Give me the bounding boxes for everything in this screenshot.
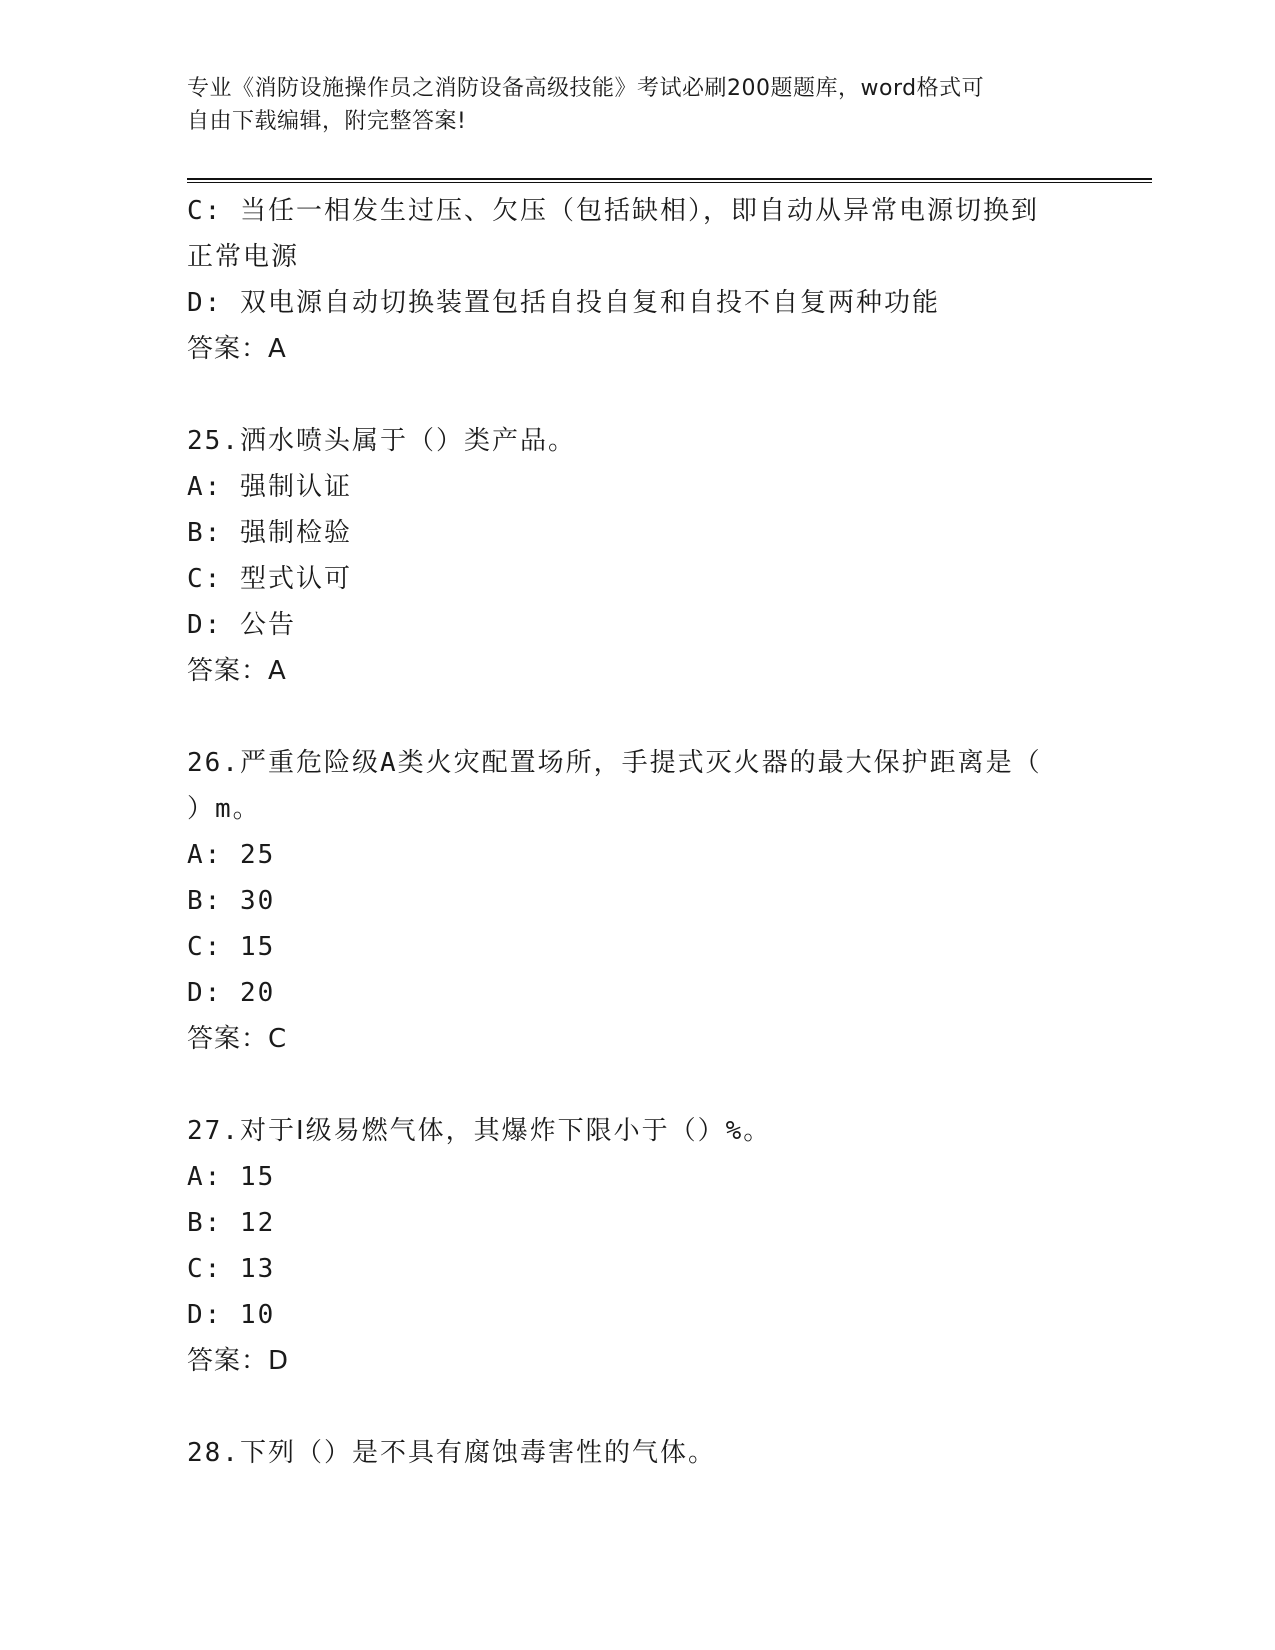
header-divider-thick <box>187 178 1152 180</box>
question-27-stem: 27.对于Ⅰ级易燃气体，其爆炸下限小于（）%。 <box>187 1116 772 1146</box>
answer-label: 答案：A <box>187 334 287 364</box>
question-27-option-d: D: 10 <box>187 1300 276 1330</box>
question-26-option-c: C: 15 <box>187 932 276 962</box>
question-27-option-a: A: 15 <box>187 1162 276 1192</box>
spacer <box>187 694 1087 740</box>
question-25-answer: 答案：A <box>187 656 287 686</box>
spacer <box>187 372 1087 418</box>
option-c-line-2: 正常电源 <box>187 242 300 272</box>
spacer <box>187 1384 1087 1430</box>
header-line-1: 专业《消防设施操作员之消防设备高级技能》考试必刷200题题库，word格式可 <box>187 76 985 101</box>
question-26-option-a: A: 25 <box>187 840 276 870</box>
question-27-option-b: B: 12 <box>187 1208 276 1238</box>
question-25-stem: 25.洒水喷头属于（）类产品。 <box>187 426 576 456</box>
question-25-option-b: B: 强制检验 <box>187 518 352 548</box>
question-28-stem: 28.下列（）是不具有腐蚀毒害性的气体。 <box>187 1438 716 1468</box>
question-26-answer: 答案：C <box>187 1024 288 1054</box>
question-26-stem-line-2: ）m。 <box>187 794 261 824</box>
header-divider-thin <box>187 182 1152 183</box>
question-26-stem-line-1: 26.严重危险级A类火灾配置场所，手提式灭火器的最大保护距离是（ <box>187 748 1042 778</box>
question-26-option-d: D: 20 <box>187 978 276 1008</box>
option-c-line-1: C: 当任一相发生过压、欠压（包括缺相），即自动从异常电源切换到 <box>187 196 1039 226</box>
question-26-option-b: B: 30 <box>187 886 276 916</box>
question-25-option-a: A: 强制认证 <box>187 472 352 502</box>
question-25-option-d: D: 公告 <box>187 610 296 640</box>
header-line-2: 自由下载编辑，附完整答案! <box>187 109 467 134</box>
question-25-option-c: C: 型式认可 <box>187 564 352 594</box>
option-d: D: 双电源自动切换装置包括自投自复和自投不自复两种功能 <box>187 288 940 318</box>
document-header <box>187 72 1067 138</box>
spacer <box>187 1062 1087 1108</box>
question-27-option-c: C: 13 <box>187 1254 276 1284</box>
question-content <box>187 188 1087 1476</box>
question-27-answer: 答案：D <box>187 1346 290 1376</box>
